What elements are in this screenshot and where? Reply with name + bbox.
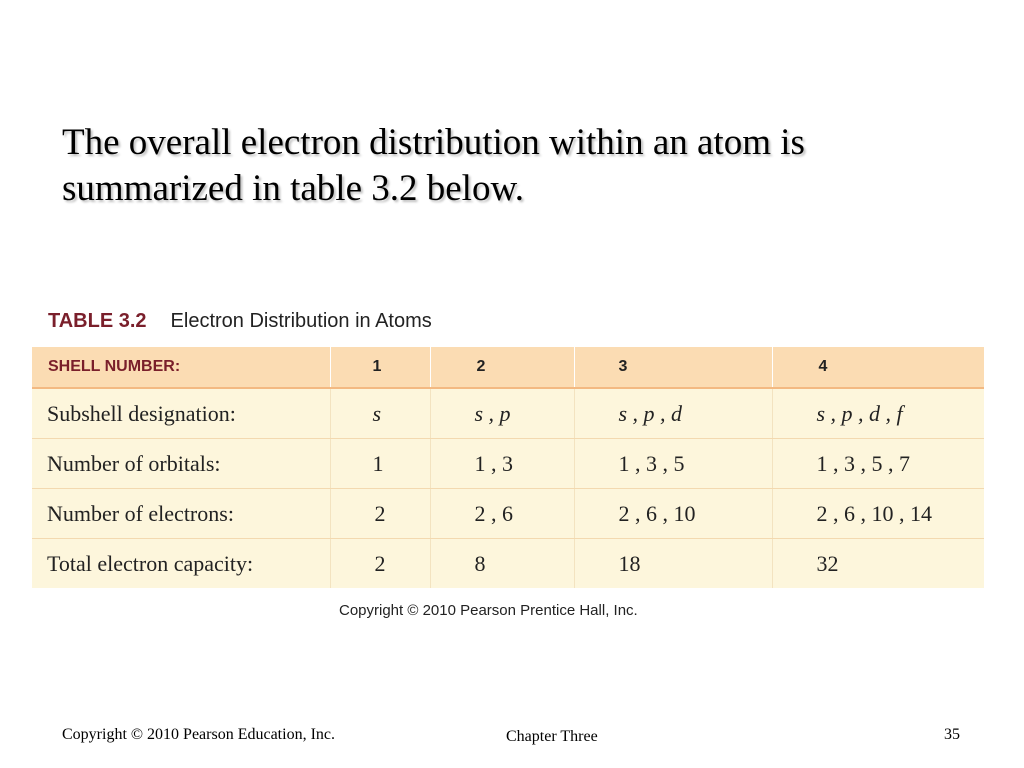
- table-cell: 2 , 6 , 10: [574, 489, 772, 539]
- shell-number-label: SHELL NUMBER:: [32, 347, 330, 388]
- table-cell: 2: [330, 489, 430, 539]
- table-title: Electron Distribution in Atoms: [170, 310, 432, 332]
- figure-copyright: Copyright © 2010 Pearson Prentice Hall, Inc.: [339, 602, 638, 619]
- table-cell: s , p , d , f: [772, 388, 984, 439]
- row-label-total-electron-capacity: Total electron capacity:: [32, 539, 330, 589]
- table-cell: 1 , 3 , 5 , 7: [772, 439, 984, 489]
- table-cell: 2 , 6: [430, 489, 574, 539]
- table-cell: 1: [330, 439, 430, 489]
- table-row: [32, 439, 984, 489]
- slide-page-number: 35: [944, 726, 960, 743]
- row-label-number-of-electrons: Number of electrons:: [32, 489, 330, 539]
- footer-copyright: Copyright © 2010 Pearson Education, Inc.: [62, 726, 335, 743]
- table-cell: 1 , 3 , 5: [574, 439, 772, 489]
- shell-2-header: 2: [430, 347, 574, 388]
- table-cell: 8: [430, 539, 574, 589]
- table-row: [32, 539, 984, 589]
- table-cell: s: [330, 388, 430, 439]
- shell-3-header: 3: [574, 347, 772, 388]
- table-cell: 18: [574, 539, 772, 589]
- electron-distribution-table: [32, 347, 984, 588]
- shell-1-header: 1: [330, 347, 430, 388]
- table-header-row: [32, 347, 984, 388]
- footer-chapter: Chapter Three: [506, 728, 598, 745]
- shell-4-header: 4: [772, 347, 984, 388]
- table-cell: 2 , 6 , 10 , 14: [772, 489, 984, 539]
- table-cell: s , p , d: [574, 388, 772, 439]
- table-cell: 32: [772, 539, 984, 589]
- row-label-subshell-designation: Subshell designation:: [32, 388, 330, 439]
- table-cell: s , p: [430, 388, 574, 439]
- table-cell: 2: [330, 539, 430, 589]
- table-number: TABLE 3.2: [48, 310, 147, 332]
- row-label-number-of-orbitals: Number of orbitals:: [32, 439, 330, 489]
- slide-heading: The overall electron distribution within an atom is summarized in table 3.2 below.: [62, 122, 805, 209]
- table-row: [32, 388, 984, 439]
- table-cell: 1 , 3: [430, 439, 574, 489]
- table-row: [32, 489, 984, 539]
- table-caption: [48, 310, 432, 333]
